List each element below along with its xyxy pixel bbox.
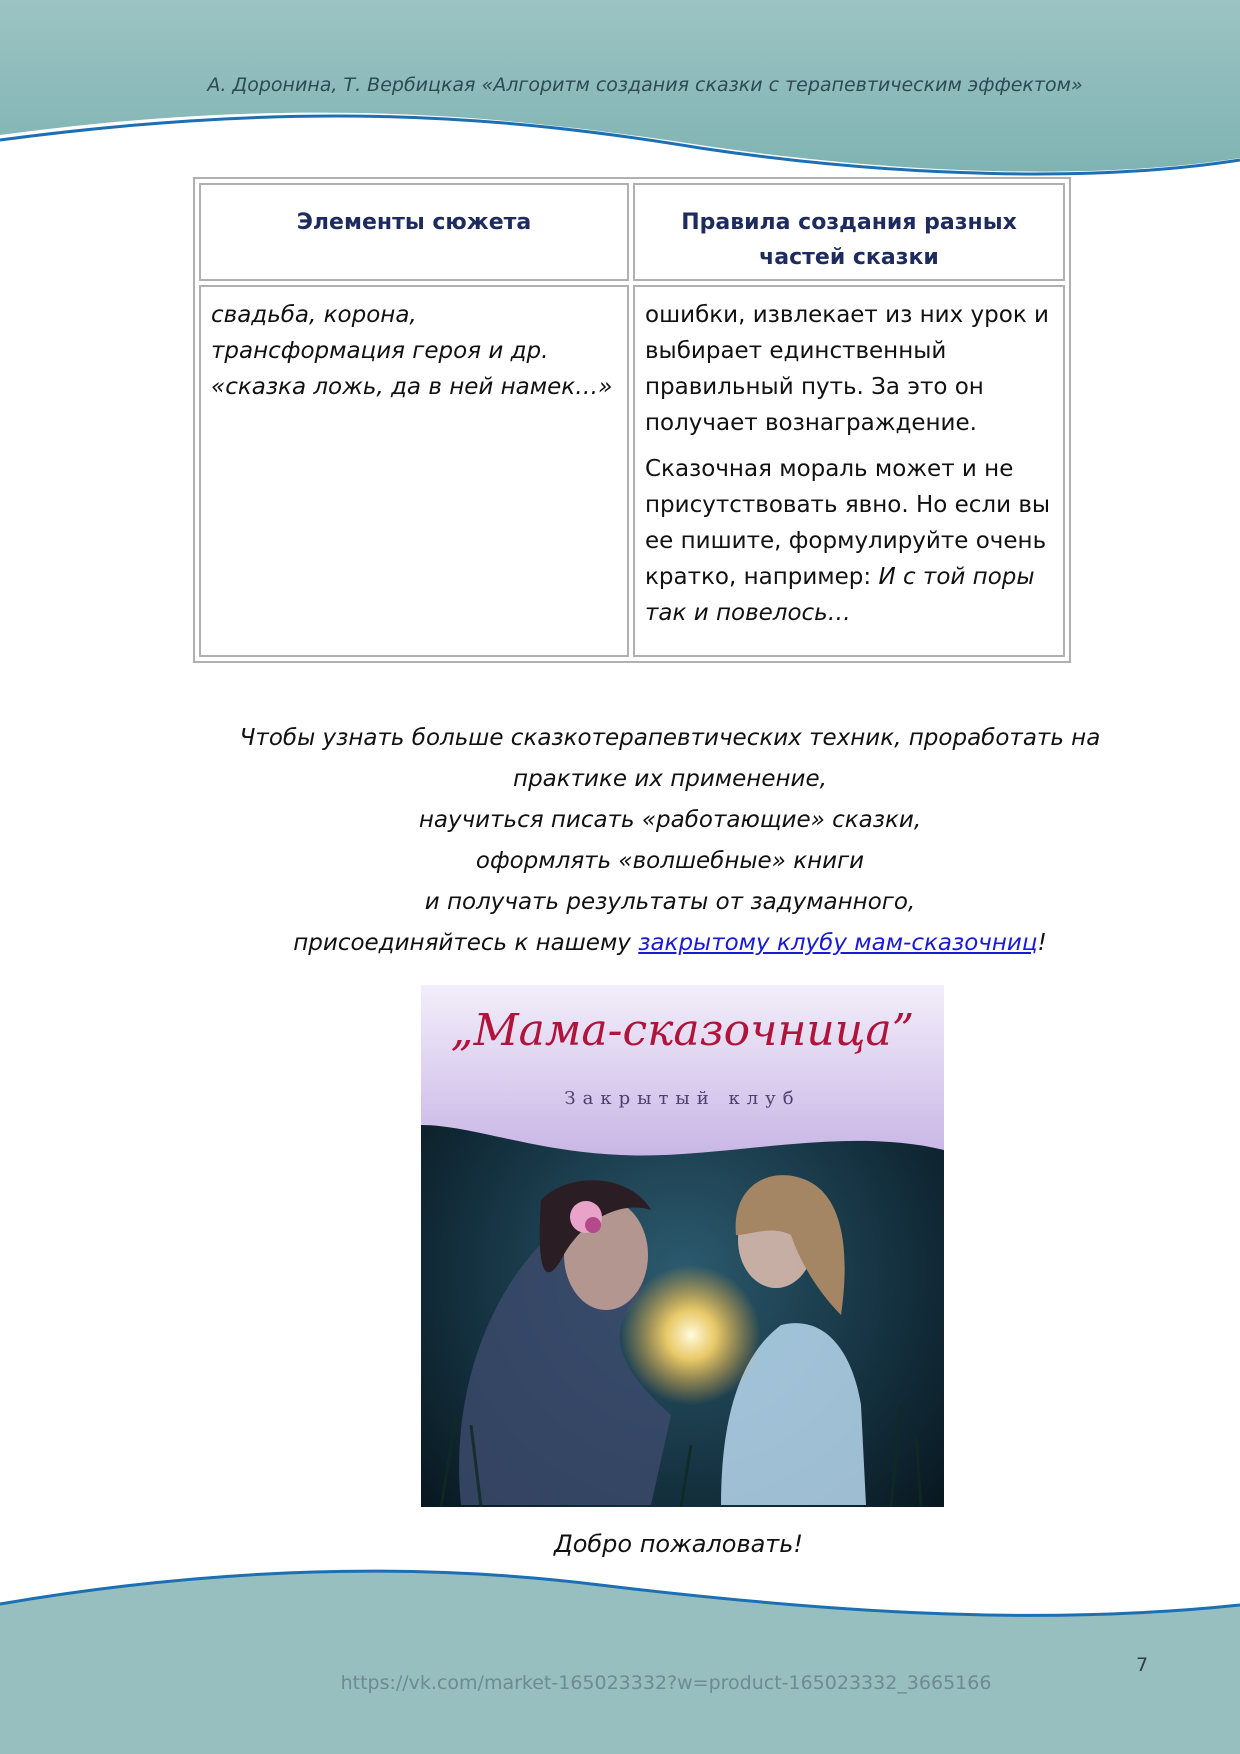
club-link[interactable]: закрытому клубу мам-сказочниц bbox=[638, 930, 1038, 956]
footer-wave bbox=[0, 1560, 1240, 1754]
banner-artwork bbox=[421, 985, 944, 1507]
plot-line: трансформация героя и др. bbox=[211, 338, 549, 364]
promo-line: научиться писать «работающие» сказки, bbox=[418, 807, 922, 833]
rules-paragraph: ошибки, извлекает из них урок и выбирает единственный правильный путь. За это он получает вознаграждение. bbox=[645, 302, 1049, 436]
source-url[interactable]: https://vk.com/market-165023332?w=product-165023332_3665166 bbox=[340, 1672, 992, 1694]
column-header-rules-text: Правила создания разных частей сказки bbox=[681, 210, 1017, 270]
column-header-rules bbox=[633, 183, 1065, 281]
promo-line-join bbox=[190, 923, 1150, 964]
table-row bbox=[199, 285, 1065, 657]
promo-paragraph bbox=[190, 718, 1150, 964]
club-banner-image[interactable] bbox=[421, 985, 944, 1507]
moral-example: И с той поры так и повелось… bbox=[645, 564, 1035, 626]
promo-line: практике их применение, bbox=[513, 766, 827, 792]
running-header: А. Доронина, Т. Вербицкая «Алгоритм создания сказки с терапевтическим эффектом» bbox=[207, 74, 1083, 96]
table-header-row bbox=[199, 183, 1065, 281]
promo-suffix: ! bbox=[1037, 930, 1047, 956]
rules-cell bbox=[633, 285, 1065, 657]
promo-line: оформлять «волшебные» книги bbox=[475, 848, 865, 874]
plot-elements-table bbox=[193, 177, 1071, 663]
banner-title: „Мама-сказочница” bbox=[450, 1005, 915, 1056]
promo-prefix: присоединяйтесь к нашему bbox=[293, 930, 639, 956]
banner-subtitle: Закрытый клуб bbox=[564, 1088, 801, 1109]
page-number: 7 bbox=[1136, 1654, 1149, 1676]
promo-line: Чтобы узнать больше сказкотерапевтических техник, проработать на bbox=[239, 725, 1101, 751]
plot-line: свадьба, корона, bbox=[211, 302, 417, 328]
moral-text: Сказочная мораль может и не присутствовать явно. Но если вы ее пишите, формулируйте очень кратко, например: bbox=[645, 456, 1051, 590]
rules-paragraph-moral bbox=[645, 451, 1053, 631]
welcome-text: Добро пожаловать! bbox=[553, 1530, 804, 1558]
plot-elements-cell bbox=[199, 285, 629, 657]
column-header-plot-elements: Элементы сюжета bbox=[199, 183, 629, 281]
plot-line: «сказка ложь, да в ней намек…» bbox=[211, 374, 613, 400]
promo-line: и получать результаты от задуманного, bbox=[424, 889, 916, 915]
